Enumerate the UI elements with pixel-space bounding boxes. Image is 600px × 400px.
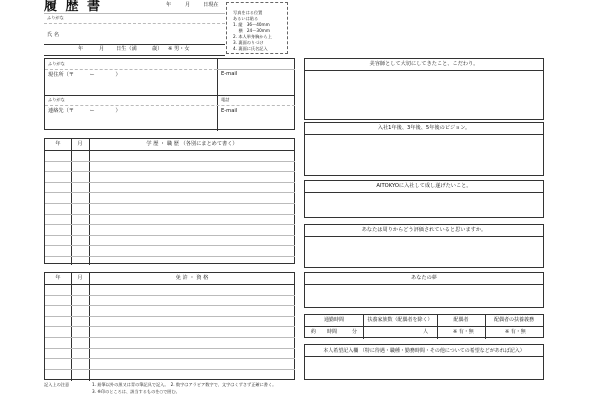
- name-label: 氏 名: [47, 32, 60, 38]
- photo-instruction-line: 4. 裏面に氏名記入: [233, 46, 268, 51]
- q5-label: あなたの夢: [411, 275, 437, 281]
- license-col-month: 月: [77, 275, 83, 281]
- table-row[interactable]: [45, 316, 295, 317]
- table-row[interactable]: [45, 245, 295, 246]
- table-row[interactable]: [45, 192, 295, 193]
- date-day-label: 日現在: [203, 2, 219, 8]
- table-row[interactable]: [45, 348, 295, 349]
- resume-title: 履 歴 書: [44, 0, 103, 14]
- commute-minutes[interactable]: 分: [352, 329, 358, 335]
- address-furigana-label: ふりがな: [48, 61, 65, 66]
- table-row[interactable]: [45, 256, 295, 257]
- contact-label[interactable]: 連絡先（〒 ー ）: [48, 108, 121, 114]
- email-label-2[interactable]: E-mail: [221, 108, 238, 114]
- footer-note-2: 3. ※印のところは、該当するものを○で囲む。: [92, 389, 180, 394]
- photo-instruction-line: 1. 縦 36〜40mm: [233, 22, 270, 27]
- birth-day-label: 日生（満: [116, 46, 137, 52]
- q1-box[interactable]: [304, 58, 544, 120]
- table-row[interactable]: [45, 305, 295, 306]
- table-row[interactable]: [45, 337, 295, 338]
- birth-year-label: 年: [78, 46, 84, 52]
- phone-label: 電話: [221, 97, 230, 102]
- q2-box[interactable]: [304, 122, 544, 176]
- request-box[interactable]: [304, 344, 544, 380]
- license-col-title: 免 許 ・ 資 格: [175, 275, 209, 281]
- commute-header: 通勤時間: [323, 317, 344, 323]
- photo-instruction-line: 3. 裏面のりづけ: [233, 40, 264, 45]
- table-row[interactable]: [45, 203, 295, 204]
- photo-instruction-line: 2. 本人単身胸から上: [233, 34, 272, 39]
- dependents-count[interactable]: 人: [423, 329, 429, 335]
- contact-furigana-label: ふりがな: [48, 97, 65, 102]
- request-label: 本人希望記入欄 （特に待遇・職種・勤務時間・その他についての希望などがあれば記入）: [323, 348, 525, 354]
- commute-hours[interactable]: 時間: [327, 329, 338, 335]
- history-col-title: 学 歴 ・ 職 歴 （各別にまとめて書く）: [146, 141, 238, 147]
- table-row[interactable]: [45, 235, 295, 236]
- photo-instruction-line: 横 24〜30mm: [233, 28, 270, 33]
- date-month-label: 月: [185, 2, 191, 8]
- address-contact-box: [44, 58, 295, 130]
- personal-info-block: [44, 13, 225, 55]
- birth-month-label: 月: [99, 46, 105, 52]
- history-table: [44, 138, 295, 264]
- history-col-year: 年: [55, 141, 61, 147]
- table-row[interactable]: [45, 171, 295, 172]
- q5-box[interactable]: [304, 272, 544, 308]
- q4-label: あなたは周りからどう評価されていると思いますか。: [361, 227, 487, 233]
- email-label-1[interactable]: E-mail: [221, 71, 238, 77]
- photo-instruction-line: 写真をはる位置: [233, 10, 263, 15]
- name-furigana-label: ふりがな: [47, 15, 64, 20]
- table-row[interactable]: [45, 326, 295, 327]
- spouse-duty-select[interactable]: ※ 有・無: [505, 329, 526, 335]
- photo-box: [226, 2, 288, 54]
- table-row[interactable]: [45, 358, 295, 359]
- q3-box[interactable]: [304, 180, 544, 218]
- table-row[interactable]: [45, 161, 295, 162]
- footer-note-1: 1. 鉛筆以外の黒又は青の筆記具で記入。 2. 数字はアラビア数字で、文字はくずさず正確に書く。: [92, 382, 277, 387]
- date-year-label: 年: [166, 2, 172, 8]
- table-row[interactable]: [45, 295, 295, 296]
- name-field[interactable]: [64, 24, 224, 44]
- license-table: [44, 272, 295, 380]
- table-row[interactable]: [45, 224, 295, 225]
- table-row[interactable]: [45, 214, 295, 215]
- address-label[interactable]: 現住所（〒 ー ）: [48, 72, 121, 78]
- q1-label: 美容師として大切にしてきたこと、こだわり。: [369, 61, 479, 67]
- license-col-year: 年: [55, 275, 61, 281]
- birth-age-label: 歳）: [152, 46, 163, 52]
- gender-select[interactable]: ※ 男・女: [168, 46, 190, 52]
- photo-instruction-line: あるいは貼る: [233, 16, 259, 21]
- dependents-header: 扶養家族数（配偶者を除く）: [367, 317, 433, 323]
- q3-label: AITOKYOに入社して成し遂げたいこと。: [376, 183, 472, 189]
- history-col-month: 月: [77, 141, 83, 147]
- spouse-select[interactable]: ※ 有・無: [453, 329, 474, 335]
- commute-approx: 約: [311, 329, 317, 335]
- spouse-duty-header: 配偶者の扶養義務: [493, 317, 534, 323]
- commute-table: [304, 314, 544, 338]
- footer-notes-title: 記入上の注意: [44, 382, 70, 387]
- table-row[interactable]: [45, 369, 295, 370]
- table-row[interactable]: [45, 182, 295, 183]
- q2-label: 入社1年後、3年後、5年後のビジョン。: [377, 125, 471, 131]
- spouse-header: 配偶者: [453, 317, 469, 323]
- q4-box[interactable]: [304, 224, 544, 268]
